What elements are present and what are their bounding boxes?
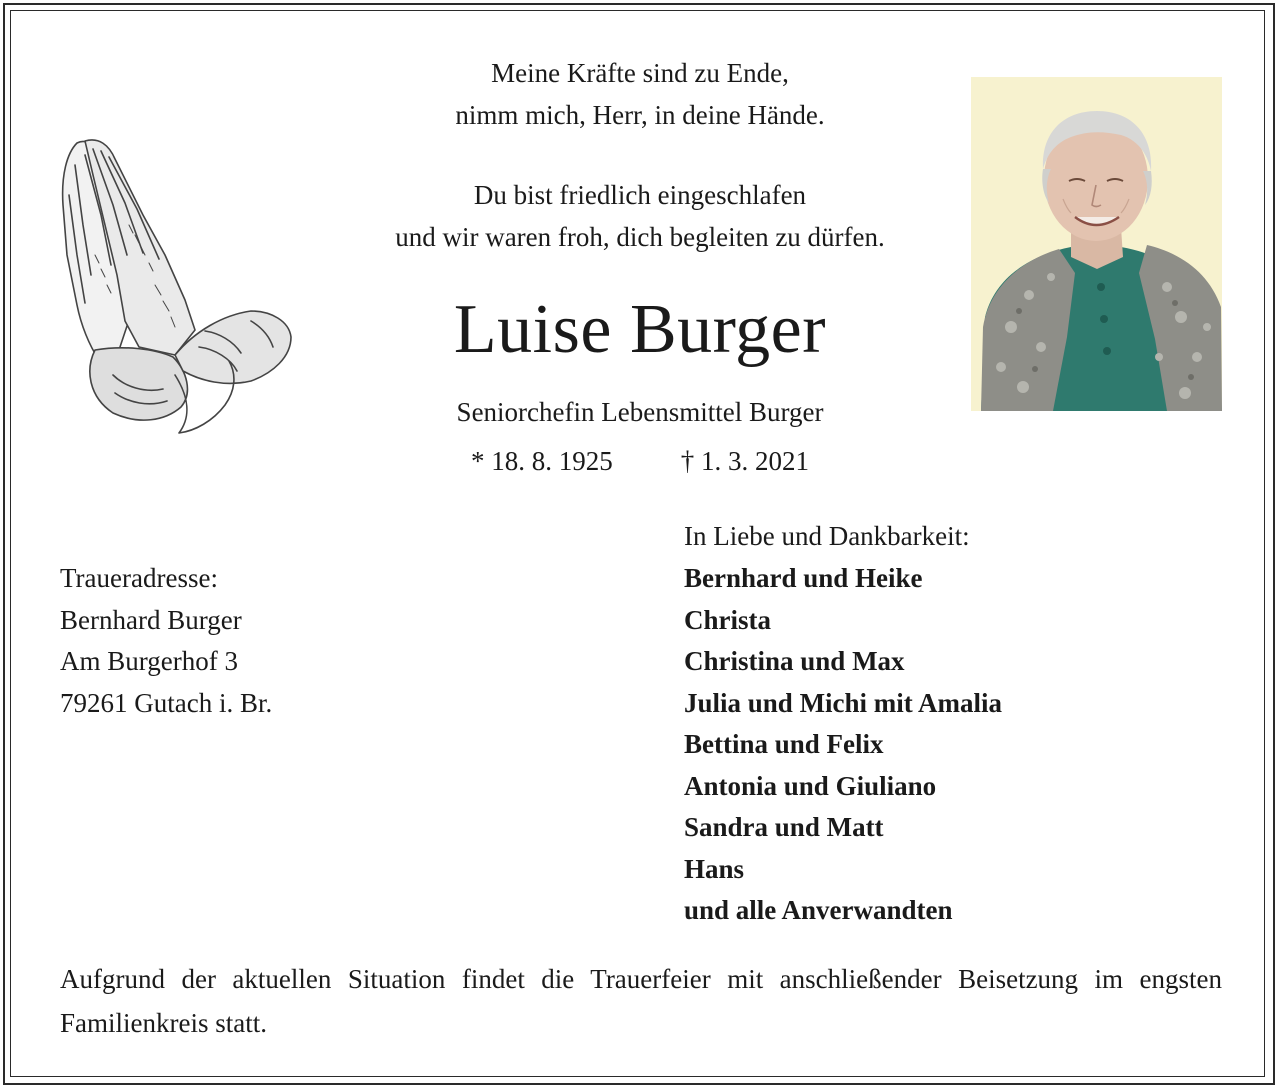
praying-hands-icon <box>55 135 295 440</box>
mourner-item: Bernhard und Heike <box>684 563 923 593</box>
funeral-notice: Aufgrund der aktuellen Situation findet die Trauerfeier mit anschließender Beisetzung im engsten Familienkreis statt. <box>60 964 1222 1038</box>
mourner-item: Antonia und Giuliano <box>684 770 937 801</box>
address-city: 79261 Gutach i. Br. <box>60 687 273 718</box>
mourner-item: Bettina und Felix <box>684 729 884 759</box>
birth-date: * 18. 8. 1925 <box>471 446 613 476</box>
mourner-item: Hans <box>684 853 745 884</box>
address-name: Bernhard Burger <box>60 604 242 635</box>
verse-line-3: Du bist friedlich eingeschlafen <box>473 180 807 210</box>
mourners-intro: In Liebe und Dankbarkeit: <box>684 521 970 551</box>
mourner-item: Sandra und Matt <box>684 812 884 842</box>
mourners-list <box>684 558 1002 932</box>
verse-stanza-2 <box>290 174 990 258</box>
verse-stanza-1 <box>290 52 990 136</box>
mourner-item: Christa <box>684 604 771 635</box>
mourner-item: Christina und Max <box>684 646 905 676</box>
deceased-title: Seniorchefin Lebensmittel Burger <box>456 397 824 427</box>
address-street: Am Burgerhof 3 <box>60 646 238 676</box>
verse-line-1: Meine Kräfte sind zu Ende, <box>491 58 789 88</box>
death-date: † 1. 3. 2021 <box>680 446 809 476</box>
mourner-item: und alle Anverwandten <box>684 895 953 925</box>
mourning-address <box>60 558 272 724</box>
deceased-name: Luise Burger <box>453 291 827 368</box>
portrait-photo <box>971 77 1222 411</box>
verse-line-4: und wir waren froh, dich begleiten zu dürfen. <box>395 222 885 252</box>
life-dates <box>290 441 990 481</box>
mourner-item: Julia und Michi mit Amalia <box>684 687 1003 718</box>
address-label: Traueradresse: <box>60 563 218 593</box>
verse-line-2: nimm mich, Herr, in deine Hände. <box>455 100 825 130</box>
